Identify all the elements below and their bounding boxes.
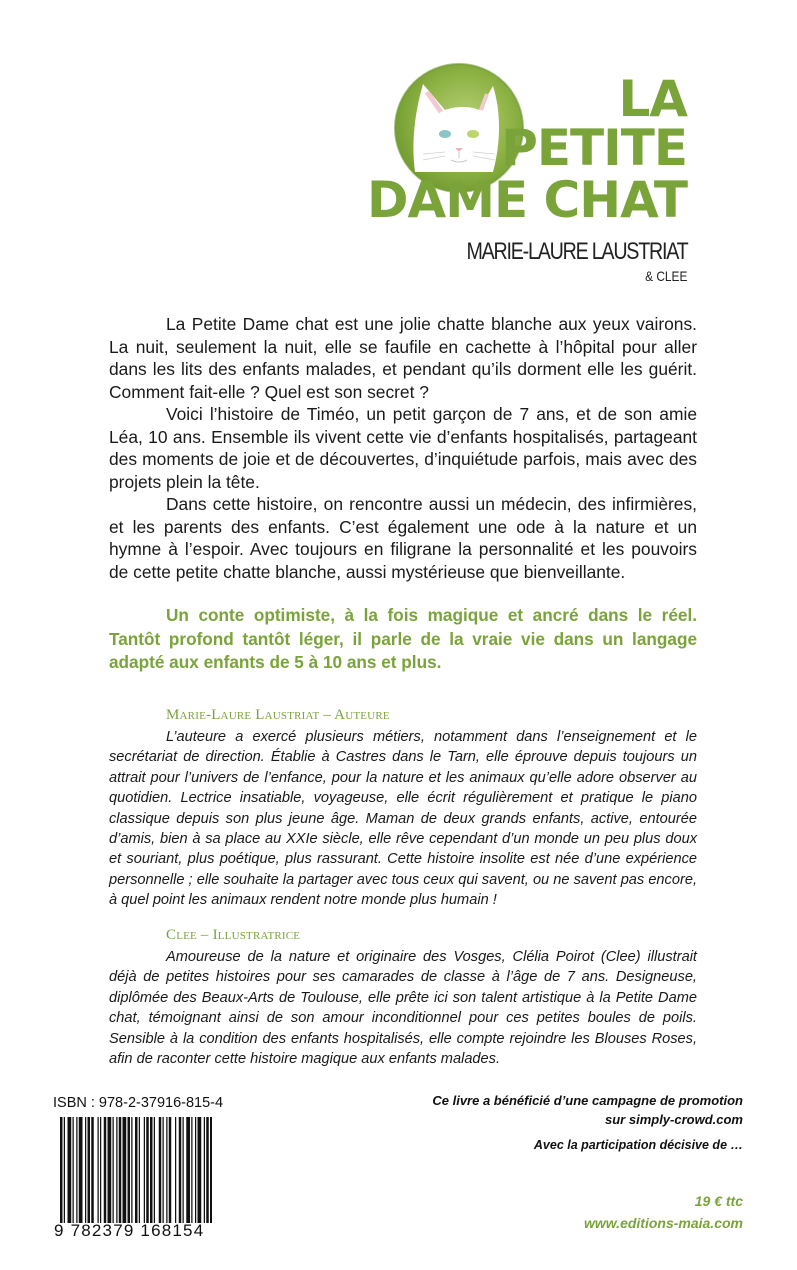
authors-block — [418, 238, 687, 284]
author-bio — [109, 727, 697, 911]
promo-line-1: Ce livre a bénéficié d’une campagne de promotion — [432, 1093, 743, 1108]
barcode-number: 9 782379 168154 — [54, 1221, 205, 1240]
barcode-bar — [135, 1117, 138, 1223]
barcode-bar — [64, 1117, 65, 1223]
barcode-bar — [91, 1117, 94, 1223]
barcode-bar — [191, 1117, 192, 1223]
barcode-bar — [198, 1117, 202, 1223]
barcode — [60, 1117, 212, 1223]
barcode-bar — [186, 1117, 190, 1223]
barcode-bar — [210, 1117, 212, 1223]
barcode-bar — [68, 1117, 72, 1223]
barcode-bar — [139, 1117, 140, 1223]
book-title — [367, 70, 687, 229]
title-line-1: LA — [618, 70, 687, 128]
barcode-bar — [175, 1117, 176, 1223]
barcode-bar — [73, 1117, 74, 1223]
barcode-bar — [163, 1117, 164, 1223]
title-line-3: DAME CHAT — [367, 171, 687, 229]
author-bio-text: L’auteure a exercé plusieurs métiers, notamment dans l’enseignement et le secrétariat de direction. Établie à Castres dans le Tarn, elle éprouve depuis toujours un attrait pour l’univers de l’enfance, pour la nature et les animaux qu’elle adore observer au quotidien. Lectrice insatiable, voyageuse, elle écrit régulièrement et pratique le piano classique depuis son plus jeune âge. Maman de deux grands enfants, active, entourée d’amis, bien à sa place au XXIe siècle, elle rêve cependant d’un monde un peu plus doux et souriant, plus poétique, plus rassurant. Cette histoire insolite est née d’une expérience personnelle ; elle souhaite la partager avec tous ceux qui savent, ou ne savent pas encore, à quel point les animaux rendent notre monde plus humain ! — [109, 729, 697, 909]
illustrator-bio — [109, 947, 697, 1069]
barcode-bar — [88, 1117, 91, 1223]
barcode-bar — [108, 1117, 112, 1223]
barcode-bar — [154, 1117, 155, 1223]
promo-note — [432, 1091, 743, 1129]
barcode-bar — [204, 1117, 205, 1223]
price: 19 € ttc — [694, 1193, 743, 1209]
barcode-bar — [79, 1117, 83, 1223]
barcode-bar — [123, 1117, 127, 1223]
barcode-bar — [128, 1117, 131, 1223]
illustrator-bio-text: Amoureuse de la nature et originaire des Vosges, Clélia Poirot (Clee) illustrait déjà de petites histoires pour ses camarades de classe à l’âge de 7 ans. Designeuse, diplômée des Beaux-Arts de Toulouse, elle prête ici son talent artistique à la Petite Dame chat, témoignant ainsi de son amour inconditionnel pour ces petites boules de poils. Sensible à la condition des enfants hospitalisés, elle compte rejoindre les Blouses Roses, afin de raconter cette histoire magique aux enfants malades. — [109, 949, 697, 1068]
coauthor-name: & CLEE — [644, 268, 687, 284]
barcode-bar — [166, 1117, 167, 1223]
publisher-website: www.editions-maia.com — [584, 1215, 743, 1231]
barcode-bar — [159, 1117, 162, 1223]
barcode-bar — [144, 1117, 145, 1223]
barcode-bar — [146, 1117, 149, 1223]
illustrator-bio-heading: Clee – Illustratrice — [166, 927, 301, 943]
participation-note: Avec la participation décisive de … — [533, 1138, 743, 1152]
author-bio-heading: Marie-Laure Laustriat – Auteure — [166, 707, 390, 723]
barcode-bar — [169, 1117, 172, 1223]
barcode-bar — [150, 1117, 153, 1223]
barcode-bar — [113, 1117, 114, 1223]
barcode-bar — [104, 1117, 107, 1223]
barcode-bar — [98, 1117, 99, 1223]
barcode-bar — [206, 1117, 209, 1223]
summary-paragraph: Voici l’histoire de Timéo, un petit garçon de 7 ans, et de son amie Léa, 10 ans. Ensemble ils vivent cette vie d’enfants hospitalisés, partageant des moments de joie et de découvertes, d’inquiétude parfois, mais avec des projets plein la tête. — [109, 404, 697, 492]
isbn: ISBN : 978-2-37916-815-4 — [53, 1095, 224, 1111]
summary-paragraph: Dans cette histoire, on rencontre aussi un médecin, des infirmières, et les parents des enfants. C’est également une ode à la nature et un hymne à l’espoir. Avec toujours en filigrane la personnalité et les pouvoirs de cette petite chatte blanche, aussi mystérieuse que bienveillante. — [109, 494, 697, 582]
barcode-bar — [116, 1117, 117, 1223]
barcode-bar — [183, 1117, 184, 1223]
barcode-bar — [195, 1117, 196, 1223]
title-line-2: PETITE — [501, 119, 687, 177]
barcode-bar — [131, 1117, 132, 1223]
barcode-bar — [60, 1117, 63, 1223]
summary — [109, 313, 697, 583]
barcode-bar — [119, 1117, 122, 1223]
blurb: Un conte optimiste, à la fois magique et ancré dans le réel. Tantôt profond tantôt léger, il parle de la vraie vie dans un langage adapté aux enfants de 5 à 10 ans et plus. — [109, 605, 697, 672]
summary-paragraph: La Petite Dame chat est une jolie chatte blanche aux yeux vairons. La nuit, seulement la nuit, elle se faufile en cachette à l’hôpital pour aller dans les lits des enfants malades, et pendant qu’ils dorment elle les guérit. Comment fait-elle ? Quel est son secret ? — [109, 314, 697, 402]
promo-line-2: sur simply-crowd.com — [605, 1112, 743, 1127]
barcode-bar — [85, 1117, 86, 1223]
barcode-bar — [100, 1117, 101, 1223]
barcode-bar — [179, 1117, 182, 1223]
barcode-bar — [76, 1117, 77, 1223]
author-name: MARIE-LAURE LAUSTRIAT — [466, 238, 687, 265]
